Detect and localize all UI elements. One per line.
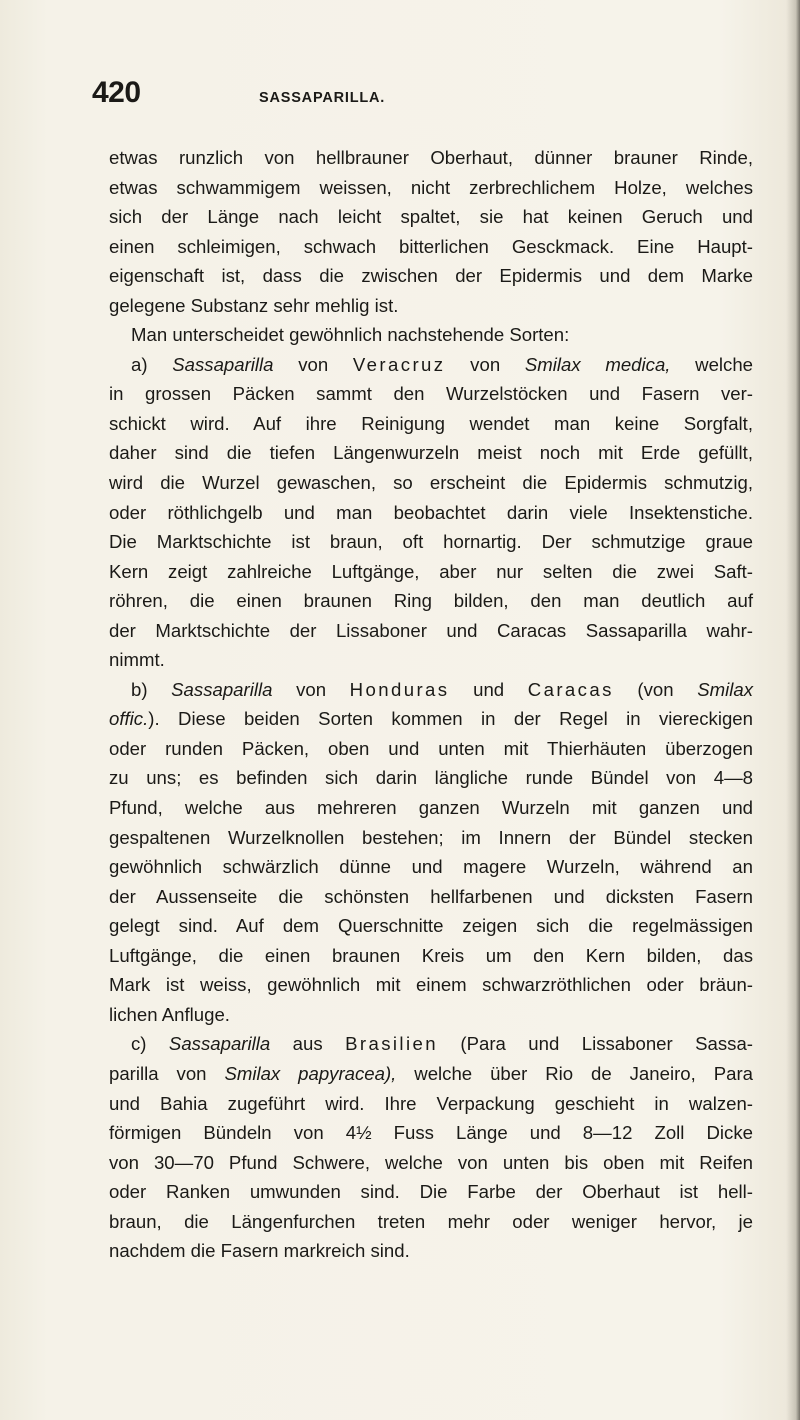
text-line: der Marktschichte der Lissaboner und Caracas Sassaparilla wahr- — [109, 619, 753, 641]
text-line: förmigen Bündeln von 4½ Fuss Länge und 8—12 Zoll Dicke — [109, 1122, 753, 1144]
text-line: wird die Wurzel gewaschen, so erscheint die Epidermis schmutzig, — [109, 472, 753, 494]
text-line: schickt wird. Auf ihre Reinigung wendet man keine Sorgfalt, — [109, 412, 753, 434]
text-line: daher sind die tiefen Längenwurzeln meist noch mit Erde gefüllt, — [109, 442, 753, 464]
text-line: parilla von Smilax papyracea), welche über Rio de Janeiro, Para — [109, 1062, 753, 1084]
paragraph-3-veracruz — [109, 350, 753, 675]
running-head: SASSAPARILLA. — [259, 90, 386, 106]
text-line: oder röthlichgelb und man beobachtet darin viele Insektenstiche. — [109, 501, 753, 523]
text-line: nimmt. — [109, 649, 165, 671]
text-line: einen schleimigen, schwach bitterlichen Gesckmack. Eine Haupt- — [109, 235, 753, 257]
text-line: gespaltenen Wurzelknollen bestehen; im Innern der Bündel stecken — [109, 826, 753, 848]
paragraph-2 — [109, 320, 753, 350]
text-line: und Bahia zugeführt wird. Ihre Verpackung geschieht in walzen- — [109, 1092, 753, 1114]
text-line: oder runden Päcken, oben und unten mit Thierhäuten überzogen — [109, 737, 753, 759]
page-edge-shadow — [786, 0, 800, 1420]
text-line: sich der Länge nach leicht spaltet, sie hat keinen Geruch und — [109, 206, 753, 228]
text-line: gelegene Substanz sehr mehlig ist. — [109, 294, 399, 316]
page-header — [90, 76, 750, 116]
page-number: 420 — [92, 76, 141, 109]
paragraph-4-honduras — [109, 675, 753, 1030]
text-line: zu uns; es befinden sich darin längliche runde Bündel von 4—8 — [109, 767, 753, 789]
text-line: offic.). Diese beiden Sorten kommen in der Regel in viereckigen — [109, 708, 753, 730]
text-line: der Aussenseite die schönsten hellfarbenen und dicksten Fasern — [109, 885, 753, 907]
text-line: b) Sassaparilla von Honduras und Caracas (von Smilax — [131, 678, 754, 700]
text-line: Kern zeigt zahlreiche Luftgänge, aber nur selten die zwei Saft- — [109, 560, 753, 582]
text-line: in grossen Päcken sammt den Wurzelstöcken und Fasern ver- — [109, 383, 753, 405]
text-line: gewöhnlich schwärzlich dünne und magere Wurzeln, während an — [109, 856, 753, 878]
text-line: etwas runzlich von hellbrauner Oberhaut, dünner brauner Rinde, — [109, 147, 753, 168]
text-line: oder Ranken umwunden sind. Die Farbe der Oberhaut ist hell- — [109, 1181, 753, 1203]
text-line: Luftgänge, die einen braunen Kreis um den Kern bilden, das — [109, 944, 753, 966]
text-line: lichen Anfluge. — [109, 1003, 230, 1025]
text-line: Pfund, welche aus mehreren ganzen Wurzeln mit ganzen und — [109, 797, 753, 819]
text-line: gelegt sind. Auf dem Querschnitte zeigen sich die regelmässigen — [109, 915, 753, 937]
text-line: braun, die Längenfurchen treten mehr oder weniger hervor, je — [109, 1210, 753, 1232]
text-line: a) Sassaparilla von Veracruz von Smilax medica, welche — [131, 353, 754, 375]
text-line: röhren, die einen braunen Ring bilden, den man deutlich auf — [109, 590, 753, 612]
body-text — [109, 143, 753, 1266]
paragraph-1 — [109, 143, 753, 320]
text-line: von 30—70 Pfund Schwere, welche von unten bis oben mit Reifen — [109, 1151, 753, 1173]
text-line: Die Marktschichte ist braun, oft hornartig. Der schmutzige graue — [109, 531, 753, 553]
text-line: eigenschaft ist, dass die zwischen der Epidermis und dem Marke — [109, 265, 753, 287]
paragraph-5-brasilien — [109, 1029, 753, 1265]
text-line: Man unterscheidet gewöhnlich nachstehende Sorten: — [131, 324, 570, 346]
text-line: Mark ist weiss, gewöhnlich mit einem schwarzröthlichen oder bräun- — [109, 974, 753, 996]
text-line: c) Sassaparilla aus Brasilien (Para und Lissaboner Sassa- — [131, 1033, 753, 1055]
text-line: etwas schwammigem weissen, nicht zerbrechlichem Holze, welches — [109, 176, 753, 198]
text-line: nachdem die Fasern markreich sind. — [109, 1240, 410, 1262]
